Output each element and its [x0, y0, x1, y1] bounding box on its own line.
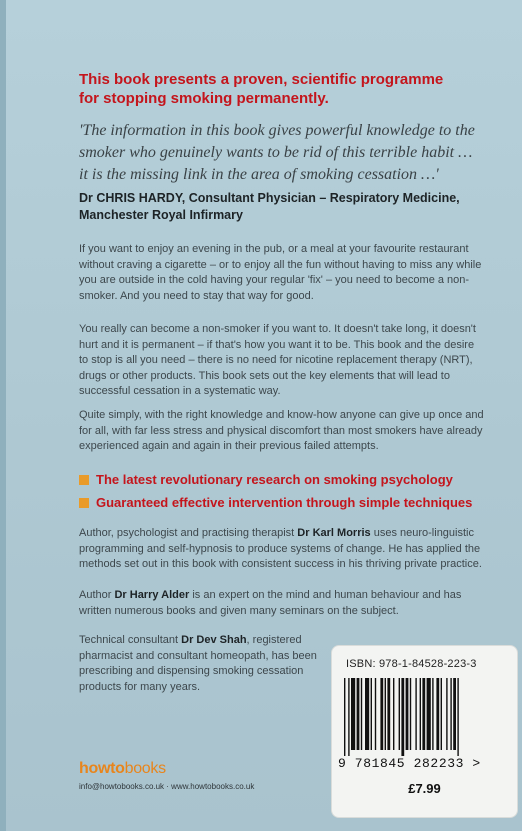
barcode-stripe	[436, 678, 439, 750]
barcode-stripe	[427, 678, 431, 750]
barcode-stripe	[399, 678, 400, 750]
endorsement-quote: 'The information in this book gives powerful knowledge to the smoker who genuinely wants to be rid of this terrible habit … it is the missing link in the area of smoking cessation …'	[79, 122, 475, 183]
barcode-stripe	[371, 678, 372, 750]
publisher-logo	[79, 760, 166, 778]
barcode-stripe	[380, 678, 383, 750]
barcode-stripe	[406, 678, 409, 750]
feature-item	[79, 495, 499, 511]
barcode-stripe	[393, 678, 394, 750]
barcode-stripe	[420, 678, 421, 750]
isbn-label: ISBN: 978-1-84528-223-3	[346, 658, 477, 670]
barcode-panel	[331, 645, 518, 818]
barcode-digits: 9 781845 282233 >	[338, 756, 481, 771]
orange-square-bullet-icon	[79, 475, 89, 485]
barcode-stripe	[453, 678, 456, 750]
barcode-stripe	[375, 678, 376, 750]
barcode-stripe	[415, 678, 416, 750]
logo-text-light: books	[124, 760, 166, 777]
author-name: Dr Harry Alder	[114, 589, 190, 601]
feature-text: Guaranteed effective intervention through simple techniques	[96, 495, 473, 510]
bio-text: uses neuro-linguistic programming and self-hypnosis to produce systems of change. He has applied the methods set out in this book with consistent success in his thriving private practice.	[79, 527, 482, 570]
consultant-name: Dr Dev Shah	[181, 634, 247, 646]
bio-text: , registered pharmacist and consultant homeopath, has been prescribing and dispensing smoking cessation products for many years.	[79, 634, 317, 693]
barcode-stripe	[351, 678, 355, 750]
endorsement-author: Dr CHRIS HARDY, Consultant Physician – Respiratory Medicine, Manchester Royal Infirmary	[79, 191, 460, 222]
bio-text: Technical consultant	[79, 634, 182, 646]
author-bio-alder	[79, 588, 484, 619]
body-paragraph-2: You really can become a non-smoker if you want to. It doesn't take long, it doesn't hurt and it is permanent – if that's how you want it to be. This book and the desire to stop is all you need – there is no need for nicotine replacement therapy (NRT), drugs or other products. This book sets out the key elements that will lead to successful cessation in a systematic way.	[79, 323, 476, 397]
cover-spine-edge	[0, 0, 6, 831]
feature-item	[79, 472, 499, 488]
feature-list	[79, 472, 499, 518]
barcode-stripe	[410, 678, 411, 750]
barcode-stripe	[385, 678, 386, 750]
bio-text: is an expert on the mind and human behaviour and has written numerous books and given many seminars on the subject.	[79, 589, 462, 617]
tagline: This book presents a proven, scientific programme for stopping smoking permanently.	[79, 71, 444, 107]
author-bio-morris	[79, 526, 484, 573]
barcode-stripe	[365, 678, 369, 750]
barcode-stripe	[401, 678, 404, 756]
barcode-stripe	[344, 678, 345, 756]
consultant-bio-shah	[79, 633, 324, 695]
barcode-stripe	[457, 678, 458, 756]
orange-square-bullet-icon	[79, 498, 89, 508]
barcode-stripe	[361, 678, 362, 750]
author-name: Dr Karl Morris	[297, 527, 371, 539]
bio-text: Author	[79, 589, 115, 601]
barcode-stripe	[357, 678, 360, 750]
barcode-stripe	[450, 678, 451, 750]
body-paragraph-1: If you want to enjoy an evening in the pub, or a meal at your favourite restaurant without craving a cigarette – or to enjoy all the fun without having to miss any while you are outside in the cold having your regular 'fix' – you need to become a non-smoker. And you need to stay that way for good.	[79, 243, 482, 302]
barcode-stripe	[441, 678, 442, 750]
barcode-stripe	[446, 678, 447, 750]
barcode-stripe	[422, 678, 425, 750]
publisher-contact: info@howtobooks.co.uk · www.howtobooks.co.uk	[79, 782, 255, 791]
barcode-icon	[342, 678, 507, 756]
feature-text: The latest revolutionary research on smoking psychology	[96, 472, 453, 487]
price-label: £7.99	[408, 781, 441, 796]
barcode-stripe	[348, 678, 349, 756]
body-paragraph-3: Quite simply, with the right knowledge and know-how anyone can give up once and for all, with far less stress and physical discomfort than most smokers have already experienced again and again in their previous failed attempts.	[79, 409, 484, 452]
logo-text-bold: howto	[79, 760, 125, 777]
barcode-stripe	[432, 678, 433, 750]
barcode-stripe	[387, 678, 390, 750]
bio-text: Author, psychologist and practising therapist	[79, 527, 298, 539]
